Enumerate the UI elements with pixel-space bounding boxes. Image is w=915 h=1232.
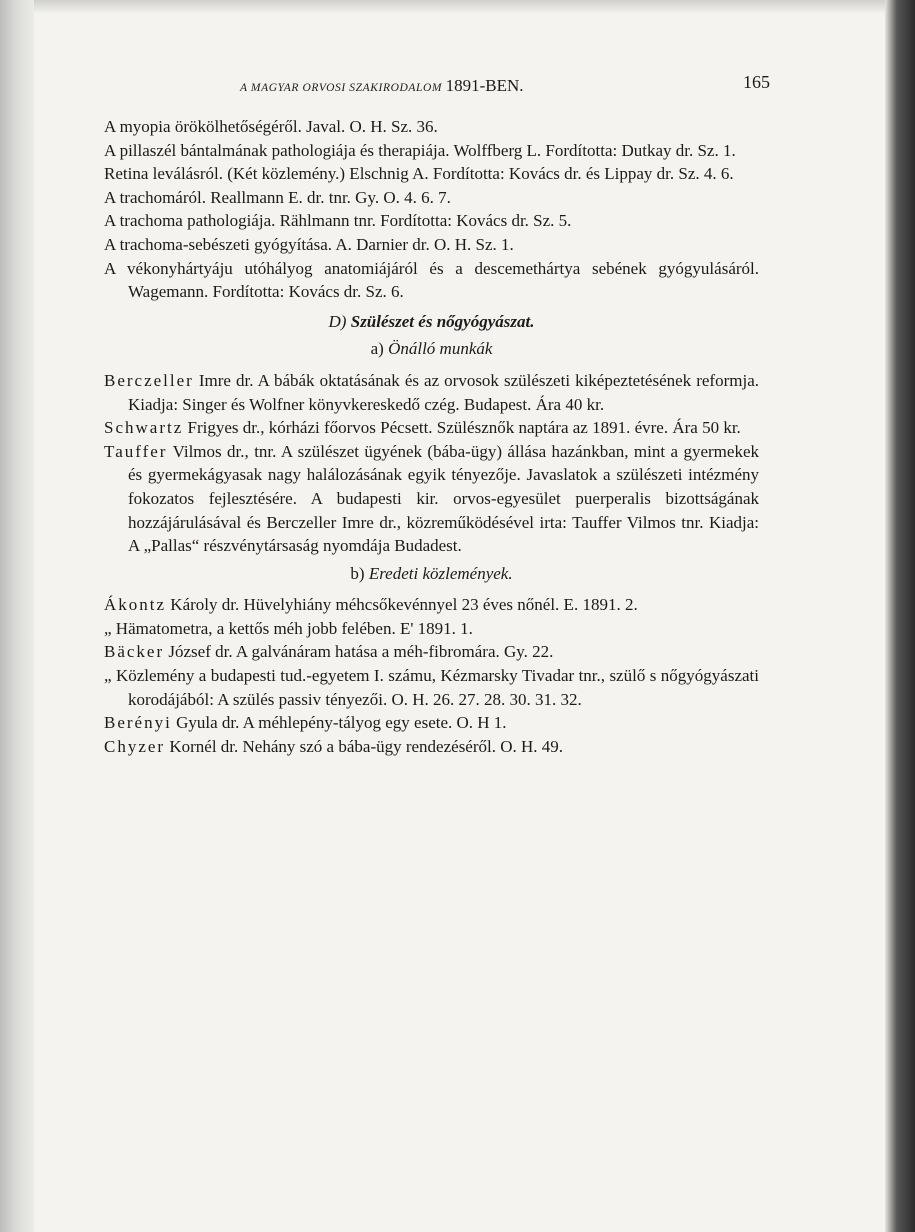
list-item [104,735,759,759]
scan-top-edge [0,0,915,14]
entry-text: „ Közlemény a budapesti tud.-egyetem I. számu, Kézmarsky Tivadar tnr., szülő s nőgyógyászati korodájából: A szülés passiv tényezői. O. H. 26. 27. 28. 30. 31. 32. [104,666,759,709]
list-item [104,440,759,558]
entry-text: „ Hämatometra, a kettős méh jobb felében. E' 1891. 1. [104,618,473,638]
list-item [104,369,759,416]
page-number: 165 [743,72,770,92]
page-body [104,115,759,758]
section-letter: D) [328,311,347,331]
author-name: Berczeller [104,370,194,390]
running-head [240,76,524,96]
list-item [104,664,759,711]
subsection-letter: a) [370,339,384,359]
running-title: A MAGYAR ORVOSI SZAKIRODALOM [240,82,443,94]
subsection-title: Önálló munkák [388,339,493,359]
subsection-letter: b) [350,563,365,583]
list-item: A pillaszél bántalmának pathologiája és therapiája. Wolffberg L. Fordította: Dutkay dr. Sz. 1. [104,140,736,160]
list-item: A trachoma pathologiája. Rählmann tnr. Fordította: Kovács dr. Sz. 5. [104,211,572,231]
subsection-heading-a [104,337,759,361]
entry-text: Frigyes dr., kórházi főorvos Pécsett. Szülésznők naptára az 1891. évre. Ára 50 kr. [183,418,741,438]
list-item [104,416,759,440]
author-name: Schwartz [104,418,184,438]
list-item: A myopia örökölhetőségéről. Javal. O. H. Sz. 36. [104,117,438,136]
list-item: A trachomáról. Reallmann E. dr. tnr. Gy. O. 4. 6. 7. [104,187,451,207]
author-name: Ákontz [104,595,167,615]
list-item: Retina leválásról. (Két közlemény.) Elschnig A. Fordította: Kovács dr. és Lippay dr. Sz. 4. 6. [104,164,734,184]
scan-left-edge [0,0,34,1232]
entry-text: Károly dr. Hüvelyhiány méhcsőkevénnyel 23 éves nőnél. E. 1891. 2. [166,595,638,615]
scan-right-edge [885,0,915,1232]
author-name: Chyzer [104,736,166,756]
entry-text: Kornél dr. Nehány szó a bába-ügy rendezéséről. O. H. 49. [165,736,564,756]
author-name: Tauffer [104,441,168,461]
entry-text: Vilmos dr., tnr. A szülészet ügyének (bába-ügy) állása hazánkban, mint a gyermekek és gyermekágyasak nagy halálozásának egyik tényezője. Javaslatok a szülészeti intézmény fokozatos fejlesztésére. A budapesti kir. orvos-egyesület puerperalis bizottságának hozzájárulásával és Berczeller Imre dr., közreműködésével irta: Tauffer Vilmos tnr. Kiadja: A „Pallas“ részvénytársaság nyomdája Budadest. [128,441,759,556]
entry-text: Gyula dr. A méhlepény-tályog egy esete. O. H 1. [171,713,507,733]
section-heading [104,310,759,334]
list-item: A trachoma-sebészeti gyógyítása. A. Darnier dr. O. H. Sz. 1. [104,234,514,254]
subsection-title: Eredeti közlemények. [368,563,513,583]
entry-text: Imre dr. A bábák oktatásának és az orvosok szülészeti kiképeztetésének reformja. Kiadja: Singer és Wolfner könyvkereskedő czég. Budapest. Ára 40 kr. [128,370,759,414]
running-year: 1891-BEN. [445,76,524,95]
subsection-heading-b [104,562,759,586]
list-item [104,617,759,641]
page-header [240,70,770,100]
author-name: Berényi [104,713,172,733]
section-title: Szülészet és nőgyógyászat. [350,311,535,331]
list-item [104,711,759,735]
entry-text: József dr. A galvánáram hatása a méh-fibromára. Gy. 22. [164,642,554,662]
list-item: A vékonyhártyáju utóhályog anatomiájáról és a descemethártya sebének gyógyulásáról. Wagemann. Fordította: Kovács dr. Sz. 6. [104,258,759,302]
author-name: Bäcker [104,642,165,662]
list-item [104,640,759,664]
list-item [104,593,759,617]
